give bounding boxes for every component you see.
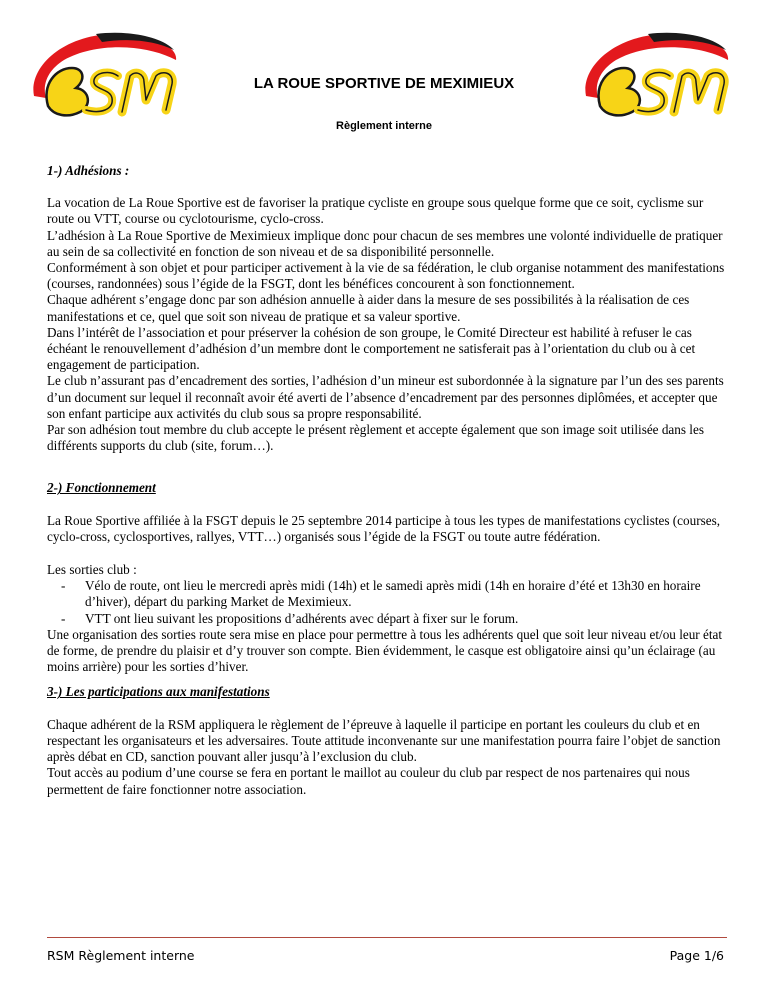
paragraph: Tout accès au podium d’une course se fera en portant le maillot au couleur du club par respect de nos partenaires qui nous permettent de faire fonctionner notre association. bbox=[47, 765, 690, 797]
document-title: LA ROUE SPORTIVE DE MEXIMIEUX bbox=[253, 75, 515, 92]
section-adhesions bbox=[47, 163, 727, 454]
rsm-logo-left bbox=[26, 26, 186, 120]
footer-divider bbox=[47, 937, 727, 938]
list-title: Les sorties club : bbox=[47, 562, 137, 578]
section-fonctionnement bbox=[47, 480, 727, 675]
paragraph: La Roue Sportive affiliée à la FSGT depuis le 25 septembre 2014 participe à tous les types de manifestations cyclistes (courses, cyclo-cross, cyclosportives, rallyes, VTT…) organisés sous l’égide de la FSGT ou toute autre fédération. bbox=[47, 512, 721, 544]
document-body bbox=[47, 163, 727, 798]
paragraph: Le club n’assurant pas d’encadrement des sorties, l’adhésion d’un mineur est subordonnée à la signature par l’un des ses parents d’un document sur lequel il reconnaît avoir été averti de l’absence d’encadrement par des personnes diplômées, et accepter que son enfant participe aux activités du club sous sa propre responsabilité. bbox=[47, 373, 724, 421]
footer-document-name: RSM Règlement interne bbox=[47, 948, 195, 963]
sorties-list bbox=[47, 578, 727, 627]
paragraph: Chaque adhérent s’engage donc par son adhésion annuelle à aider dans la mesure de ses possibilités à la réalisation de ces manifestations et ce, quel que soit son niveau de pratique et sa valeur sportive. bbox=[47, 292, 690, 324]
paragraph: Une organisation des sorties route sera mise en place pour permettre à tous les adhérents quel que soit leur niveau et/ou leur état de forme, de prendre du plaisir et d’y trouver son compte. Bien évidemment, le casque est obligatoire ainsi qu’un éclairage (au moins arrière) pour les sorties d’hiver. bbox=[47, 626, 723, 675]
section-heading: 3-) Les participations aux manifestations bbox=[47, 684, 270, 700]
rsm-logo-right bbox=[578, 26, 738, 120]
paragraph: Par son adhésion tout membre du club accepte le présent règlement et accepte également que son image soit utilisée dans les différents supports du club (site, forum…). bbox=[47, 422, 704, 454]
paragraph: Dans l’intérêt de l’association et pour préserver la cohésion de son groupe, le Comité Directeur est habilité à refuser le cas échéant le renouvellement d’adhésion d’un membre dont le comportement ne satisferait pas à l’orientation du club ou à cet engagement de participation. bbox=[47, 324, 696, 373]
paragraph: Chaque adhérent de la RSM appliquera le règlement de l’épreuve à laquelle il participe en portant les couleurs du club et en respectant les organisateurs et les adversaires. Toute attitude inconvenante sur une manifestation pourra faire l’objet de sanction après débat en CD, sanction pouvant aller jusqu’à l’exclusion du club. bbox=[47, 716, 721, 765]
document-subtitle: Règlement interne bbox=[336, 120, 432, 132]
list-item: - VTT ont lieu suivant les propositions d’adhérents avec départ à fixer sur le forum. bbox=[47, 611, 727, 627]
paragraph: Conformément à son objet et pour participer activement à la vie de sa fédération, le club organise notamment des manifestations (courses, randonnées) sous l’égide de la FSGT, dont les bénéfices concourent à son fonctionnement. bbox=[47, 260, 725, 292]
paragraph: La vocation de La Roue Sportive est de favoriser la pratique cycliste en groupe sous quelque forme que ce soit, cyclisme sur route ou VTT, course ou cyclotourisme, cyclo-cross. bbox=[47, 195, 704, 227]
section-participations bbox=[47, 684, 727, 797]
footer-page-number: Page 1/6 bbox=[669, 948, 724, 963]
list-item: - Vélo de route, ont lieu le mercredi après midi (14h) et le samedi après midi (14h en horaire d’été et 13h30 en horaire d’hiver), départ du parking Market de Meximieux. bbox=[47, 578, 727, 610]
paragraph: L’adhésion à La Roue Sportive de Meximieux implique donc pour chacun de ses membres une volonté individuelle de pratiquer au sein de sa collectivité en fonction de son niveau et de sa disponibilité personnelle. bbox=[47, 227, 723, 259]
section-heading: 1-) Adhésions : bbox=[47, 163, 130, 178]
section-heading: 2-) Fonctionnement bbox=[47, 480, 156, 496]
